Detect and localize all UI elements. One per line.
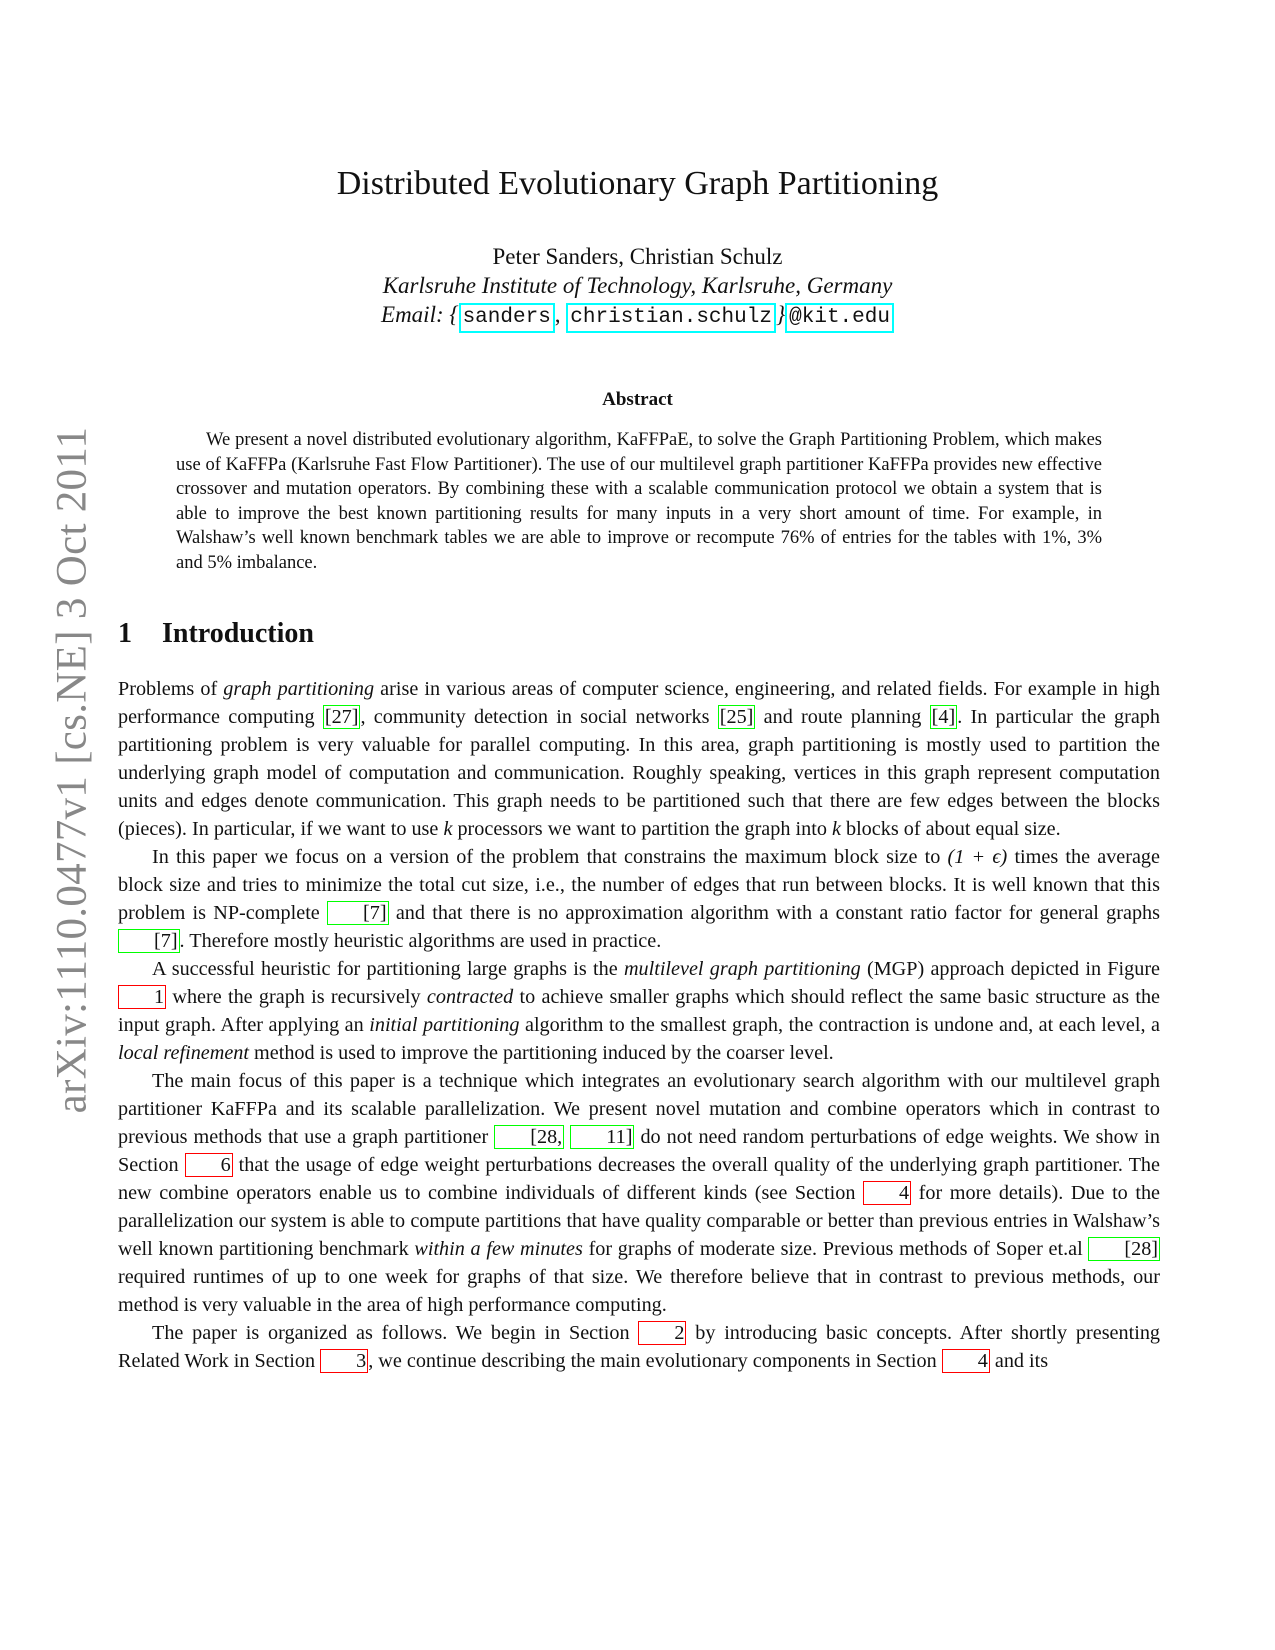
math-k: k: [443, 818, 453, 840]
email-label: Email:: [381, 302, 450, 327]
text-span: by introducing basic concepts. After shortly presenting Related Work in Section: [118, 1322, 1161, 1372]
text-span: algorithm to the smallest graph, the contraction is undone and, at each level, a: [519, 1014, 1160, 1036]
emphasis-within-a-few-minutes: within a few minutes: [414, 1238, 583, 1260]
text-span: , we continue describing the main evolutionary components in Section: [368, 1350, 942, 1372]
email-brace-close: }: [775, 302, 786, 327]
citation-link-11[interactable]: 11]: [570, 1125, 634, 1149]
section-ref-link-4[interactable]: 4: [863, 1181, 911, 1205]
citation-link-28-second[interactable]: [28]: [1088, 1237, 1160, 1261]
section-number: 1: [118, 618, 132, 649]
text-span: for graphs of moderate size. Previous methods of Soper et.al: [582, 1238, 1089, 1260]
abstract-text: We present a novel distributed evolutionary algorithm, KaFFPaE, to solve the Graph Partitioning Problem, which makes use of KaFFPa (Karlsruhe Fast Flow Partitioner). The use of our multilevel graph partitioner KaFFPa provides new effective crossover and mutation operators. By combining these with a scalable communication protocol we obtain a system that is able to improve the best known partitioning results for many inputs in a very short amount of time. For example, in Walshaw’s well known benchmark tables we are able to improve or recompute 76% of entries for the tables with 1%, 3% and 5% imbalance.: [176, 430, 1102, 573]
text-span: A successful heuristic for partitioning large graphs is the: [152, 958, 624, 980]
section-ref-link-3[interactable]: 3: [320, 1349, 368, 1373]
section-ref-link-2[interactable]: 2: [638, 1321, 686, 1345]
text-span: and route planning: [755, 706, 930, 728]
paragraph-2: [118, 843, 1160, 955]
text-span: . Therefore mostly heuristic algorithms are used in practice.: [179, 930, 662, 952]
text-span: times the average block size and tries to minimize the total cut size, i.e., the number of edges that run between blocks. It is well known that this problem is NP-complete: [118, 846, 1160, 924]
citation-link-7-second[interactable]: [7]: [118, 929, 180, 953]
text-span: for more details). Due to the parallelization our system is able to compute partitions that have quality comparable or better than previous entries in Walshaw’s well known partitioning benchmark: [118, 1182, 1161, 1260]
text-span: that the usage of edge weight perturbations decreases the overall quality of the underlying graph partitioner. The new combine operators enable us to combine individuals of different kinds (see Section: [118, 1154, 1160, 1204]
text-span: In this paper we focus on a version of the problem that constrains the maximum block size to: [152, 846, 948, 868]
text-span: required runtimes of up to one week for graphs of that size. We therefore believe that in contrast to previous methods, our method is very valuable in the area of high performance computing.: [118, 1266, 1160, 1316]
citation-link-7[interactable]: [7]: [327, 901, 389, 925]
paragraph-4: [118, 1067, 1160, 1319]
citation-link-4[interactable]: [4]: [931, 706, 956, 728]
text-span: method is used to improve the partitioning induced by the coarser level.: [249, 1042, 834, 1064]
text-span: The paper is organized as follows. We begin in Section: [152, 1322, 639, 1344]
text-span: The main focus of this paper is a technique which integrates an evolutionary search algorithm with our multilevel graph partitioner KaFFPa and its scalable parallelization. We present novel mutation and combine operators which in contrast to previous methods that use a graph partitioner: [118, 1070, 1160, 1148]
email-separator: ,: [554, 302, 567, 327]
section-ref-link-4-second[interactable]: 4: [942, 1349, 990, 1373]
text-span: and that there is no approximation algorithm with a constant ratio factor for general graphs: [388, 902, 1160, 924]
text-span: processors we want to partition the graph into: [452, 818, 832, 840]
paragraph-5: [118, 1319, 1160, 1375]
section-title: Introduction: [162, 618, 314, 649]
email-link-sanders[interactable]: sanders: [459, 303, 555, 333]
text-span: Problems of: [118, 678, 224, 700]
text-span: , community detection in social networks: [360, 706, 718, 728]
email-brace-open: {: [449, 302, 459, 327]
author-email: [0, 300, 1275, 333]
paragraph-1: [118, 675, 1160, 843]
text-span: . In particular the graph partitioning problem is very valuable for parallel computing. In this area, graph partitioning is mostly used to partition the underlying graph model of computation and communication. Roughly speaking, vertices in this graph represent computation units and edges denote communication. This graph needs to be partitioned such that there are few edges between the blocks (pieces). In particular, if we want to use: [118, 706, 1160, 840]
citation-link-27[interactable]: [27]: [324, 706, 359, 728]
email-link-domain[interactable]: @kit.edu: [785, 303, 894, 333]
citation-link-25[interactable]: [25]: [719, 706, 754, 728]
text-span: where the graph is recursively: [166, 986, 427, 1008]
math-k: k: [831, 818, 841, 840]
author-names: Peter Sanders, Christian Schulz: [492, 244, 783, 269]
paragraph-3: [118, 955, 1160, 1067]
emphasis-graph-partitioning: graph partitioning: [223, 678, 375, 700]
paper-title: Distributed Evolutionary Graph Partitioning: [336, 165, 939, 202]
section-heading-introduction: [118, 618, 314, 650]
email-link-schulz[interactable]: christian.schulz: [566, 303, 776, 333]
emphasis-initial-partitioning: initial partitioning: [369, 1014, 520, 1036]
section-ref-link-6[interactable]: 6: [185, 1153, 233, 1177]
text-span: arise in various areas of computer science, engineering, and related fields. For example in high performance computing: [118, 678, 1160, 728]
emphasis-local-refinement: local refinement: [118, 1042, 249, 1064]
author-affiliation: Karlsruhe Institute of Technology, Karlsruhe, Germany: [382, 273, 893, 298]
text-span: (MGP) approach depicted in Figure: [860, 958, 1161, 980]
introduction-body: [118, 675, 1160, 1375]
text-span: do not need random perturbations of edge weights. We show in Section: [118, 1126, 1161, 1176]
math-one-plus-epsilon: (1 + ϵ): [947, 846, 1008, 868]
abstract-heading: Abstract: [602, 389, 673, 410]
text-span: to achieve smaller graphs which should reflect the same basic structure as the input graph. After applying an: [118, 986, 1160, 1036]
author-block: [0, 242, 1275, 333]
figure-ref-link-1[interactable]: 1: [118, 985, 166, 1009]
text-span: blocks of about equal size.: [840, 818, 1061, 840]
citation-link-28[interactable]: [28,: [494, 1125, 564, 1149]
emphasis-multilevel: multilevel graph partitioning: [623, 958, 861, 980]
arxiv-identifier: arXiv:1110.0477v1 [cs.NE] 3 Oct 2011: [48, 426, 96, 1114]
text-span: and its: [989, 1350, 1049, 1372]
emphasis-contracted: contracted: [426, 986, 514, 1008]
